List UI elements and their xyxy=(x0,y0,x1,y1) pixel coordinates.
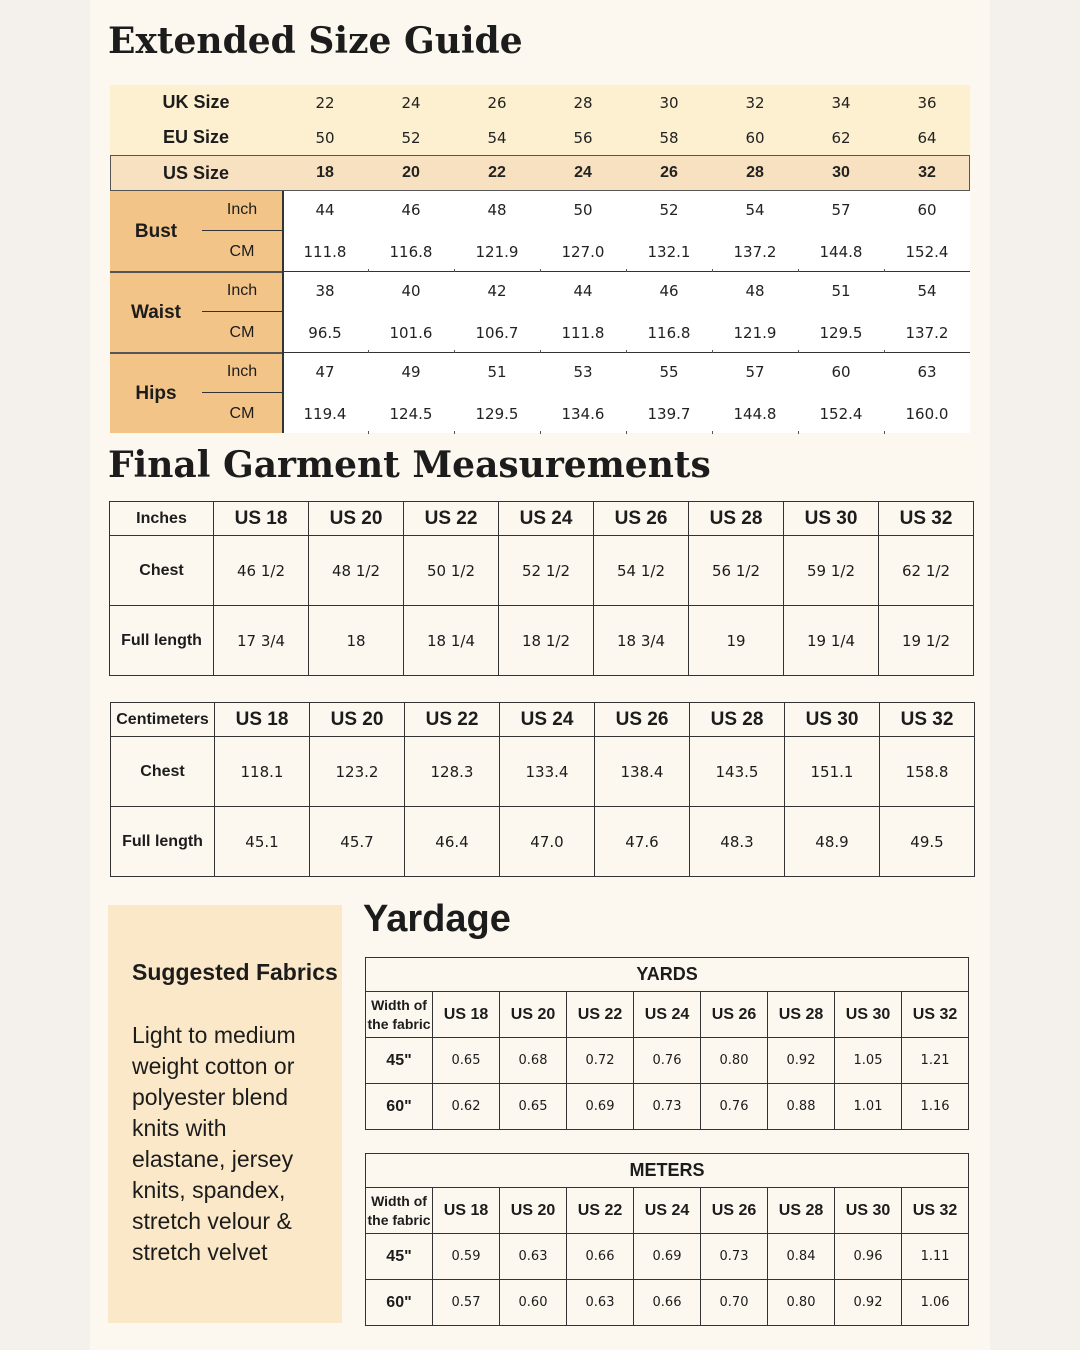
inch-value: 51 xyxy=(487,363,507,381)
row-label: Full length xyxy=(111,807,215,877)
us-size-value: 26 xyxy=(660,164,678,181)
cm-value: 111.8 xyxy=(303,242,347,261)
table-row xyxy=(111,737,975,807)
yardage-yards-table xyxy=(365,957,969,1130)
size-header: US 26 xyxy=(595,703,690,737)
cm-value: 137.2 xyxy=(733,242,777,261)
yardage-cell: 0.62 xyxy=(433,1084,500,1130)
yardage-cell: 0.69 xyxy=(567,1084,634,1130)
measurement-cell: 18 1/2 xyxy=(499,606,594,676)
eu-size-value: 54 xyxy=(487,128,507,147)
column-separator xyxy=(626,269,627,272)
measurement-cell: 56 1/2 xyxy=(689,536,784,606)
cm-value: 129.5 xyxy=(819,323,863,342)
width-label-line: Width of xyxy=(371,1192,427,1209)
garment-title: Final Garment Measurements xyxy=(108,444,711,486)
size-header: US 22 xyxy=(405,703,500,737)
group-divider xyxy=(110,271,282,273)
cm-value: 119.4 xyxy=(303,404,347,423)
cm-value: 144.8 xyxy=(819,242,863,261)
measurement-cell: 49.5 xyxy=(880,807,975,877)
inch-value: 44 xyxy=(573,282,593,300)
inch-value: 63 xyxy=(917,363,937,381)
size-header: US 18 xyxy=(215,703,310,737)
eu-size-value: 50 xyxy=(315,128,335,147)
yardage-cell: 1.01 xyxy=(835,1084,902,1130)
suggested-fabrics-panel xyxy=(108,905,342,1323)
cm-value: 160.0 xyxy=(905,404,949,423)
fabrics-line: stretch velvet xyxy=(132,1239,268,1265)
table-row xyxy=(366,1234,969,1280)
eu-size-value: 60 xyxy=(745,128,765,147)
title-row xyxy=(366,958,969,992)
size-header: US 24 xyxy=(634,992,701,1038)
group-label-waist: Waist xyxy=(131,301,181,323)
yardage-title: Yardage xyxy=(363,898,511,940)
header-row xyxy=(366,992,969,1038)
fabrics-line: elastane, jersey xyxy=(132,1146,294,1172)
cm-value: 106.7 xyxy=(475,323,519,342)
cm-value: 101.6 xyxy=(389,323,433,342)
measurement-cell: 18 xyxy=(309,606,404,676)
group-label-bust: Bust xyxy=(134,220,178,242)
measurement-cell: 46.4 xyxy=(405,807,500,877)
yardage-cell: 0.72 xyxy=(567,1038,634,1084)
measurement-cell: 18 1/4 xyxy=(404,606,499,676)
inch-value: 44 xyxy=(315,201,335,219)
yardage-cell: 0.60 xyxy=(500,1280,567,1326)
yardage-cell: 0.63 xyxy=(567,1280,634,1326)
unit-divider xyxy=(202,230,282,231)
size-header: US 32 xyxy=(879,502,974,536)
unit-title: YARDS xyxy=(366,958,969,992)
inch-value: 50 xyxy=(573,201,593,219)
cm-value: 124.5 xyxy=(389,404,433,423)
width-label-line: the fabric xyxy=(367,1211,431,1228)
uk-size-value: 24 xyxy=(401,93,421,112)
inch-value: 51 xyxy=(831,282,851,300)
fabric-width-label: 60" xyxy=(366,1084,433,1130)
size-header: US 22 xyxy=(404,502,499,536)
yardage-cell: 0.96 xyxy=(835,1234,902,1280)
size-header: US 26 xyxy=(594,502,689,536)
fabrics-line: Light to medium xyxy=(132,1022,296,1048)
yardage-cell: 0.57 xyxy=(433,1280,500,1326)
measurement-cell: 52 1/2 xyxy=(499,536,594,606)
yardage-cell: 0.92 xyxy=(835,1280,902,1326)
measurement-cell: 19 xyxy=(689,606,784,676)
measurement-cell: 48.9 xyxy=(785,807,880,877)
size-header: US 22 xyxy=(567,1188,634,1234)
column-separator xyxy=(798,350,799,353)
table-row xyxy=(366,1280,969,1326)
column-separator xyxy=(368,350,369,353)
yardage-cell: 1.16 xyxy=(902,1084,969,1130)
measurement-cell: 59 1/2 xyxy=(784,536,879,606)
size-header: US 18 xyxy=(433,992,500,1038)
title-row xyxy=(366,1154,969,1188)
column-separator xyxy=(712,350,713,353)
inch-value: 52 xyxy=(659,201,679,219)
table-row xyxy=(110,536,974,606)
cm-value: 111.8 xyxy=(561,323,605,342)
measurement-cell: 18 3/4 xyxy=(594,606,689,676)
measurement-cell: 46 1/2 xyxy=(214,536,309,606)
column-separator xyxy=(454,431,455,434)
size-header: US 18 xyxy=(433,1188,500,1234)
corner-label: Centimeters xyxy=(111,703,215,737)
yardage-cell: 0.59 xyxy=(433,1234,500,1280)
uk-size-label: UK Size xyxy=(162,92,230,112)
table-row xyxy=(111,807,975,877)
yardage-cell: 0.92 xyxy=(768,1038,835,1084)
header-row xyxy=(366,1188,969,1234)
yardage-cell: 0.63 xyxy=(500,1234,567,1280)
measurement-cell: 158.8 xyxy=(880,737,975,807)
size-header: US 32 xyxy=(902,992,969,1038)
inch-value: 53 xyxy=(573,363,593,381)
yardage-cell: 0.65 xyxy=(500,1084,567,1130)
uk-size-value: 32 xyxy=(745,93,765,112)
table-row xyxy=(366,1084,969,1130)
measurement-cell: 45.7 xyxy=(310,807,405,877)
cm-value: 121.9 xyxy=(733,323,777,342)
fabrics-line: knits, spandex, xyxy=(132,1177,286,1203)
measurement-cell: 19 1/4 xyxy=(784,606,879,676)
cm-value: 96.5 xyxy=(308,323,342,342)
cm-value: 139.7 xyxy=(647,404,691,423)
fabric-width-label: 60" xyxy=(366,1280,433,1326)
size-header: US 28 xyxy=(690,703,785,737)
column-separator xyxy=(368,431,369,434)
uk-size-value: 34 xyxy=(831,93,851,112)
yardage-cell: 0.70 xyxy=(701,1280,768,1326)
size-guide-title: Extended Size Guide xyxy=(108,20,523,62)
measurement-cell: 19 1/2 xyxy=(879,606,974,676)
column-separator xyxy=(540,350,541,353)
inch-value: 54 xyxy=(917,282,937,300)
garment-inches-table xyxy=(109,501,974,676)
inch-value: 48 xyxy=(487,201,507,219)
inch-value: 46 xyxy=(659,282,679,300)
measurement-cell: 133.4 xyxy=(500,737,595,807)
column-separator xyxy=(712,269,713,272)
yardage-cell: 1.05 xyxy=(835,1038,902,1084)
size-header: US 28 xyxy=(768,992,835,1038)
size-header: US 28 xyxy=(689,502,784,536)
width-label-line: the fabric xyxy=(367,1015,431,1032)
unit-label-inch: Inch xyxy=(226,282,258,299)
us-size-value: 30 xyxy=(832,164,850,181)
yardage-cell: 0.80 xyxy=(701,1038,768,1084)
yardage-cell: 0.76 xyxy=(634,1038,701,1084)
measurement-cell: 47.6 xyxy=(595,807,690,877)
unit-divider xyxy=(202,392,282,393)
cm-value: 134.6 xyxy=(561,404,605,423)
measurement-cell: 54 1/2 xyxy=(594,536,689,606)
size-header: US 24 xyxy=(500,703,595,737)
uk-size-value: 22 xyxy=(315,93,335,112)
row-label: Full length xyxy=(110,606,214,676)
yardage-cell: 0.68 xyxy=(500,1038,567,1084)
measurement-cell: 151.1 xyxy=(785,737,880,807)
eu-size-value: 64 xyxy=(917,128,937,147)
measurement-cell: 48.3 xyxy=(690,807,785,877)
measurement-cell: 45.1 xyxy=(215,807,310,877)
yardage-cell: 0.88 xyxy=(768,1084,835,1130)
cm-value: 129.5 xyxy=(475,404,519,423)
column-separator xyxy=(540,269,541,272)
cm-value: 127.0 xyxy=(561,242,605,261)
garment-centimeters-table xyxy=(110,702,975,877)
fabric-width-label: 45" xyxy=(366,1234,433,1280)
yardage-cell: 0.65 xyxy=(433,1038,500,1084)
cm-value: 116.8 xyxy=(647,323,691,342)
size-header: US 30 xyxy=(835,1188,902,1234)
unit-label-cm: CM xyxy=(229,323,255,341)
row-label: Chest xyxy=(110,536,214,606)
us-size-value: 28 xyxy=(746,164,764,181)
size-header: US 30 xyxy=(784,502,879,536)
yardage-cell: 0.69 xyxy=(634,1234,701,1280)
fabric-width-label: 45" xyxy=(366,1038,433,1084)
size-header: US 32 xyxy=(902,1188,969,1234)
width-label-line: Width of xyxy=(371,996,427,1013)
column-separator xyxy=(626,431,627,434)
us-size-value: 32 xyxy=(918,164,936,181)
size-header: US 18 xyxy=(214,502,309,536)
inch-value: 54 xyxy=(745,201,765,219)
measurement-cell: 50 1/2 xyxy=(404,536,499,606)
measurement-cell: 128.3 xyxy=(405,737,500,807)
inch-value: 60 xyxy=(831,363,851,381)
size-header: US 22 xyxy=(567,992,634,1038)
yardage-cell: 0.80 xyxy=(768,1280,835,1326)
size-header: US 32 xyxy=(880,703,975,737)
measurement-cell: 118.1 xyxy=(215,737,310,807)
unit-divider xyxy=(202,311,282,312)
measurement-cell: 17 3/4 xyxy=(214,606,309,676)
inch-value: 60 xyxy=(917,201,937,219)
group-divider xyxy=(110,352,282,354)
uk-size-value: 28 xyxy=(573,93,593,112)
us-size-value: 18 xyxy=(316,164,334,181)
cm-value: 137.2 xyxy=(905,323,949,342)
unit-label-inch: Inch xyxy=(226,363,258,380)
width-of-fabric-label xyxy=(366,1188,433,1234)
column-separator xyxy=(540,431,541,434)
eu-size-value: 52 xyxy=(401,128,421,147)
size-header: US 26 xyxy=(701,992,768,1038)
unit-label-cm: CM xyxy=(229,242,255,260)
table-row xyxy=(110,606,974,676)
fabrics-line: knits with xyxy=(132,1115,227,1141)
yardage-meters-table xyxy=(365,1153,969,1326)
measurement-cell: 138.4 xyxy=(595,737,690,807)
inch-value: 48 xyxy=(745,282,765,300)
fabrics-line: weight cotton or xyxy=(132,1053,295,1079)
size-header: US 28 xyxy=(768,1188,835,1234)
column-separator xyxy=(884,431,885,434)
yardage-cell: 1.21 xyxy=(902,1038,969,1084)
fabrics-line: polyester blend xyxy=(132,1084,288,1110)
size-header: US 20 xyxy=(500,1188,567,1234)
eu-size-value: 62 xyxy=(831,128,851,147)
column-separator xyxy=(798,431,799,434)
eu-size-value: 58 xyxy=(659,128,679,147)
inch-value: 49 xyxy=(401,363,421,381)
fabrics-line: stretch velour & xyxy=(132,1208,292,1234)
yardage-cell: 0.66 xyxy=(634,1280,701,1326)
size-header: US 30 xyxy=(835,992,902,1038)
eu-size-value: 56 xyxy=(573,128,593,147)
column-separator xyxy=(626,350,627,353)
label-column-border xyxy=(282,191,284,433)
column-separator xyxy=(712,431,713,434)
inch-value: 55 xyxy=(659,363,679,381)
inch-value: 57 xyxy=(745,363,765,381)
uk-size-value: 36 xyxy=(917,93,937,112)
yardage-cell: 0.84 xyxy=(768,1234,835,1280)
size-header: US 20 xyxy=(309,502,404,536)
unit-title: METERS xyxy=(366,1154,969,1188)
size-header: US 24 xyxy=(634,1188,701,1234)
inch-value: 46 xyxy=(401,201,421,219)
inch-value: 42 xyxy=(487,282,507,300)
unit-label-cm: CM xyxy=(229,404,255,422)
measurement-cell: 47.0 xyxy=(500,807,595,877)
size-header: US 26 xyxy=(701,1188,768,1234)
measurement-cell: 62 1/2 xyxy=(879,536,974,606)
measurement-cell: 48 1/2 xyxy=(309,536,404,606)
size-header: US 20 xyxy=(310,703,405,737)
corner-label: Inches xyxy=(110,502,214,536)
row-label: Chest xyxy=(111,737,215,807)
header-row xyxy=(110,502,974,536)
measurement-cell: 123.2 xyxy=(310,737,405,807)
size-header: US 20 xyxy=(500,992,567,1038)
uk-size-value: 30 xyxy=(659,93,679,112)
cm-value: 152.4 xyxy=(905,242,949,261)
column-separator xyxy=(368,269,369,272)
eu-size-label: EU Size xyxy=(162,127,230,147)
yardage-cell: 1.11 xyxy=(902,1234,969,1280)
inch-value: 47 xyxy=(315,363,335,381)
inch-value: 40 xyxy=(401,282,421,300)
size-header: US 30 xyxy=(785,703,880,737)
column-separator xyxy=(454,350,455,353)
size-guide-table xyxy=(110,85,970,433)
cm-value: 116.8 xyxy=(389,242,433,261)
inch-value: 38 xyxy=(315,282,335,300)
table-row xyxy=(366,1038,969,1084)
group-label-hips: Hips xyxy=(135,382,177,404)
header-row xyxy=(111,703,975,737)
yardage-cell: 1.06 xyxy=(902,1280,969,1326)
column-separator xyxy=(884,350,885,353)
inch-value: 57 xyxy=(831,201,851,219)
column-separator xyxy=(454,269,455,272)
fabrics-title: Suggested Fabrics xyxy=(132,959,338,985)
uk-size-value: 26 xyxy=(487,93,507,112)
cm-value: 132.1 xyxy=(647,242,691,261)
cm-value: 144.8 xyxy=(733,404,777,423)
column-separator xyxy=(884,269,885,272)
fabrics-description xyxy=(132,1020,296,1268)
cm-value: 121.9 xyxy=(475,242,519,261)
yardage-cell: 0.76 xyxy=(701,1084,768,1130)
us-size-label: US Size xyxy=(162,162,230,183)
us-size-value: 22 xyxy=(488,164,506,181)
column-separator xyxy=(798,269,799,272)
yardage-cell: 0.66 xyxy=(567,1234,634,1280)
us-size-value: 20 xyxy=(402,164,420,181)
measurement-cell: 143.5 xyxy=(690,737,785,807)
unit-label-inch: Inch xyxy=(226,201,258,218)
width-of-fabric-label xyxy=(366,992,433,1038)
us-size-value: 24 xyxy=(574,164,592,181)
cm-value: 152.4 xyxy=(819,404,863,423)
yardage-cell: 0.73 xyxy=(701,1234,768,1280)
yardage-cell: 0.73 xyxy=(634,1084,701,1130)
size-header: US 24 xyxy=(499,502,594,536)
